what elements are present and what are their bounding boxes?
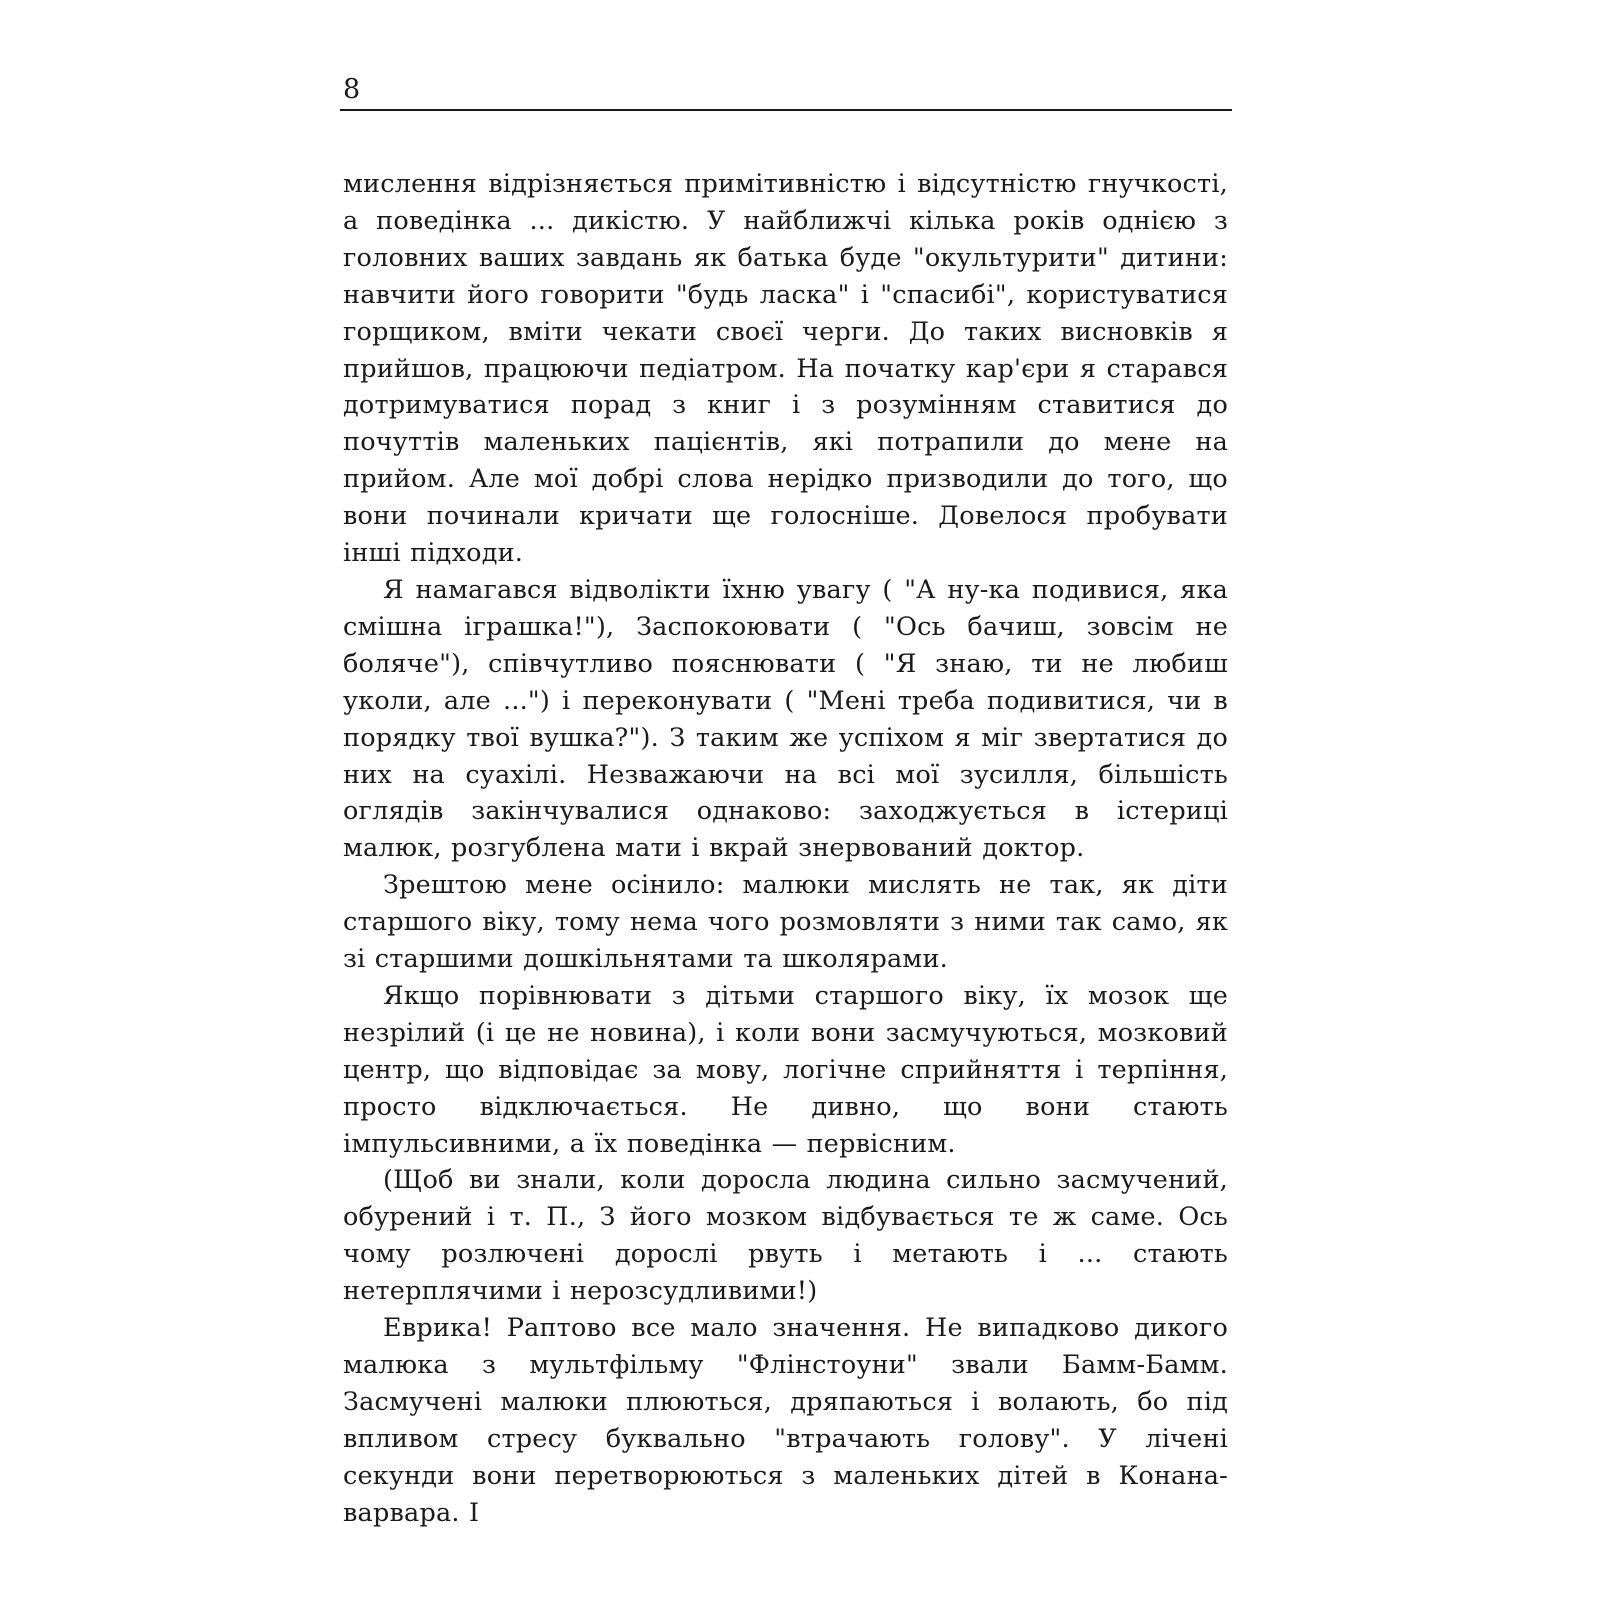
paragraph-6: Еврика! Раптово все мало значення. Не випадково дикого малюка з мультфільму "Флінстоуни" звали Бамм-Бамм. Засмучені малюки плюються, дряпаються і волають, бо під впливом стресу буквально "втрачають голову". У лічені секунди вони перетворюються з маленьких дітей в Конана-варвара. І	[343, 1313, 1228, 1528]
body-text	[343, 166, 1228, 1532]
paragraph-1: мислення відрізняється примітивністю і відсутністю гнучкості, а поведінка ... дикістю. У найближчі кілька років однією з головних ваших завдань як батька буде "окультурити" дитини: навчити його говорити "будь ласка" і "спасибі", користуватися горщиком, вміти чекати своєї черги. До таких висновків я прийшов, працюючи педіатром. На початку кар'єри я старався дотримуватися порад з книг і з розумінням ставитися до почуттів маленьких пацієнтів, які потрапили до мене на прийом. Але мої добрі слова нерідко призводили до того, що вони починали кричати ще голосніше. Довелося пробувати інші підходи.	[343, 169, 1228, 569]
page-number: 8	[343, 74, 361, 105]
paragraph-2: Я намагався відволікти їхню увагу ( "А ну-ка подивися, яка смішна іграшка!"), Заспокоювати ( "Ось бачиш, зовсім не боляче"), співчутливо пояснювати ( "Я знаю, ти не любиш уколи, але ...") і переконувати ( "Мені треба подивитися, чи в порядку твої вушка?"). З таким же успіхом я міг звертатися до них на суахілі. Незважаючи на всі мої зусилля, більшість оглядів закінчувалися однаково: заходжується в істериці малюк, розгублена мати і вкрай знервований доктор.	[343, 574, 1228, 864]
paragraph-4: Якщо порівнювати з дітьми старшого віку, їх мозок ще незрілий (і це не новина), і коли вони засмучуються, мозковий центр, що відповідає за мову, логічне сприйняття і терпіння, просто відключається. Не дивно, що вони стають імпульсивними, а їх поведінка — первісним.	[343, 980, 1228, 1159]
header-rule	[340, 109, 1232, 111]
paragraph-5: (Щоб ви знали, коли доросла людина сильно засмучений, обурений і т. П., З його мозком відбувається те ж саме. Ось чому розлючені дорослі рвуть і метають і ... стають нетерплячими і нерозсудливими!)	[343, 1165, 1228, 1307]
paragraph-3: Зрештою мене осінило: малюки мислять не так, як діти старшого віку, тому нема чого розмовляти з ними так само, як зі старшими дошкільнятами та школярами.	[343, 870, 1228, 975]
